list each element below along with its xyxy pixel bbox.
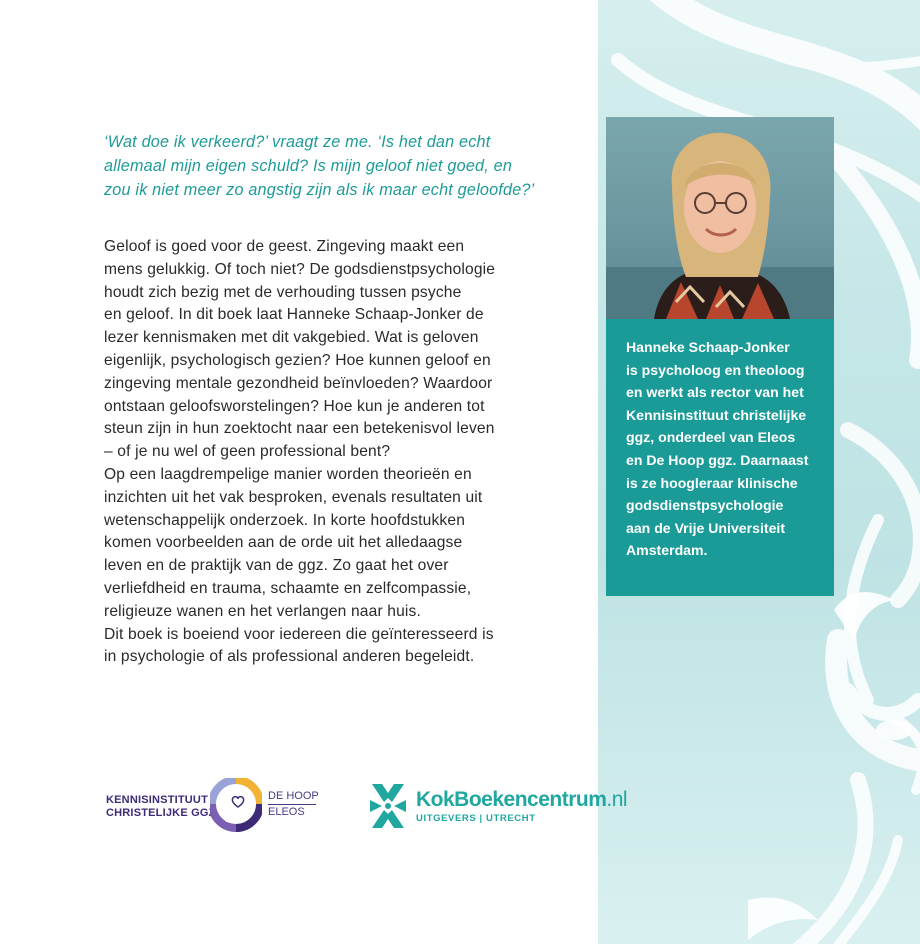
blurb-line: – of je nu wel of geen professional bent? bbox=[104, 443, 391, 461]
blurb-line: mens gelukkig. Of toch niet? De godsdienstpsychologie bbox=[104, 260, 496, 278]
kennisinstituut-wordmark bbox=[106, 794, 216, 820]
bio-line: is psycholoog en theoloog bbox=[626, 361, 805, 378]
bio-line: godsdienstpsychologie bbox=[626, 497, 784, 514]
blurb-line: Dit boek is boeiend voor iedereen die geïnteresseerd is bbox=[104, 625, 494, 643]
logo-line: CHRISTELIJKE GGZ bbox=[106, 807, 216, 819]
kokboekencentrum-logo bbox=[368, 782, 628, 832]
blurb-line: houdt zich bezig met de verhouding tussen psyche bbox=[104, 283, 462, 301]
bio-line: en werkt als rector van het bbox=[626, 384, 804, 401]
blurb-line: ontstaan geloofsworstelingen? Hoe kun je anderen tot bbox=[104, 397, 485, 415]
blurb-line: Geloof is goed voor de geest. Zingeving maakt een bbox=[104, 238, 465, 255]
kok-star-icon bbox=[368, 782, 408, 830]
bio-line: is ze hoogleraar klinische bbox=[626, 474, 798, 491]
kok-subtitle: UITGEVERS | UTRECHT bbox=[416, 813, 536, 824]
kennisinstituut-logo bbox=[106, 776, 322, 834]
logo-line: DE HOOP bbox=[268, 790, 319, 802]
bio-line: ggz, onderdeel van Eleos bbox=[626, 429, 796, 446]
blurb-line: leven en de praktijk van de ggz. Zo gaat het over bbox=[104, 557, 449, 575]
blurb-line: steun zijn in hun zoektocht naar een betekenisvol leven bbox=[104, 420, 495, 438]
blurb-line: lezer kennismaken met dit vakgebied. Wat is geloven bbox=[104, 329, 479, 347]
heart-head-icon bbox=[210, 778, 262, 832]
blurb-line: Op een laagdrempelige manier worden theorieën en bbox=[104, 465, 472, 483]
divider bbox=[268, 804, 316, 805]
author-bio-box bbox=[606, 319, 834, 596]
logo-line: KENNISINSTITUUT bbox=[106, 794, 208, 806]
kok-wordmark bbox=[416, 788, 627, 812]
de-hoop-eleos-wordmark bbox=[268, 790, 319, 819]
kok-name-text: KokBoekencentrum bbox=[416, 788, 607, 811]
author-portrait-illustration bbox=[606, 117, 834, 319]
quote-line: allemaal mijn eigen schuld? Is mijn geloof niet goed, en bbox=[104, 157, 513, 175]
blurb-line: komen voorbeelden aan de orde uit het alledaagse bbox=[104, 534, 463, 552]
pull-quote bbox=[104, 130, 594, 202]
bio-line: Amsterdam. bbox=[626, 542, 708, 559]
kok-suffix: .nl bbox=[606, 788, 628, 811]
quote-line: ‘Wat doe ik verkeerd?’ vraagt ze me. ‘Is het dan echt bbox=[104, 133, 491, 151]
blurb-line: wetenschappelijk onderzoek. In korte hoofdstukken bbox=[104, 511, 466, 529]
logo-line: ELEOS bbox=[268, 806, 305, 818]
blurb-line: religieuze wanen en het verlangen naar huis. bbox=[104, 602, 421, 620]
blurb-line: zingeving mentale gezondheid beïnvloeden? Waardoor bbox=[104, 374, 493, 392]
blurb-line: en geloof. In dit boek laat Hanneke Schaap-Jonker de bbox=[104, 306, 484, 324]
blurb-line: in psychologie of als professional anderen begeleidt. bbox=[104, 648, 475, 666]
bio-line: en De Hoop ggz. Daarnaast bbox=[626, 451, 809, 468]
bio-line: Hanneke Schaap-Jonker bbox=[626, 339, 790, 355]
blurb-line: inzichten uit het vak besproken, evenals resultaten uit bbox=[104, 488, 483, 506]
bio-line: aan de Vrije Universiteit bbox=[626, 519, 786, 536]
author-photo bbox=[606, 117, 834, 319]
bio-line: Kennisinstituut christelijke bbox=[626, 406, 807, 423]
blurb-text bbox=[104, 236, 554, 669]
blurb-line: eigenlijk, psychologisch gezien? Hoe kunnen geloof en bbox=[104, 351, 491, 369]
quote-line: zou ik niet meer zo angstig zijn als ik maar echt geloofde?’ bbox=[104, 181, 535, 199]
blurb-line: verliefdheid en trauma, schaamte en zelfcompassie, bbox=[104, 579, 472, 597]
